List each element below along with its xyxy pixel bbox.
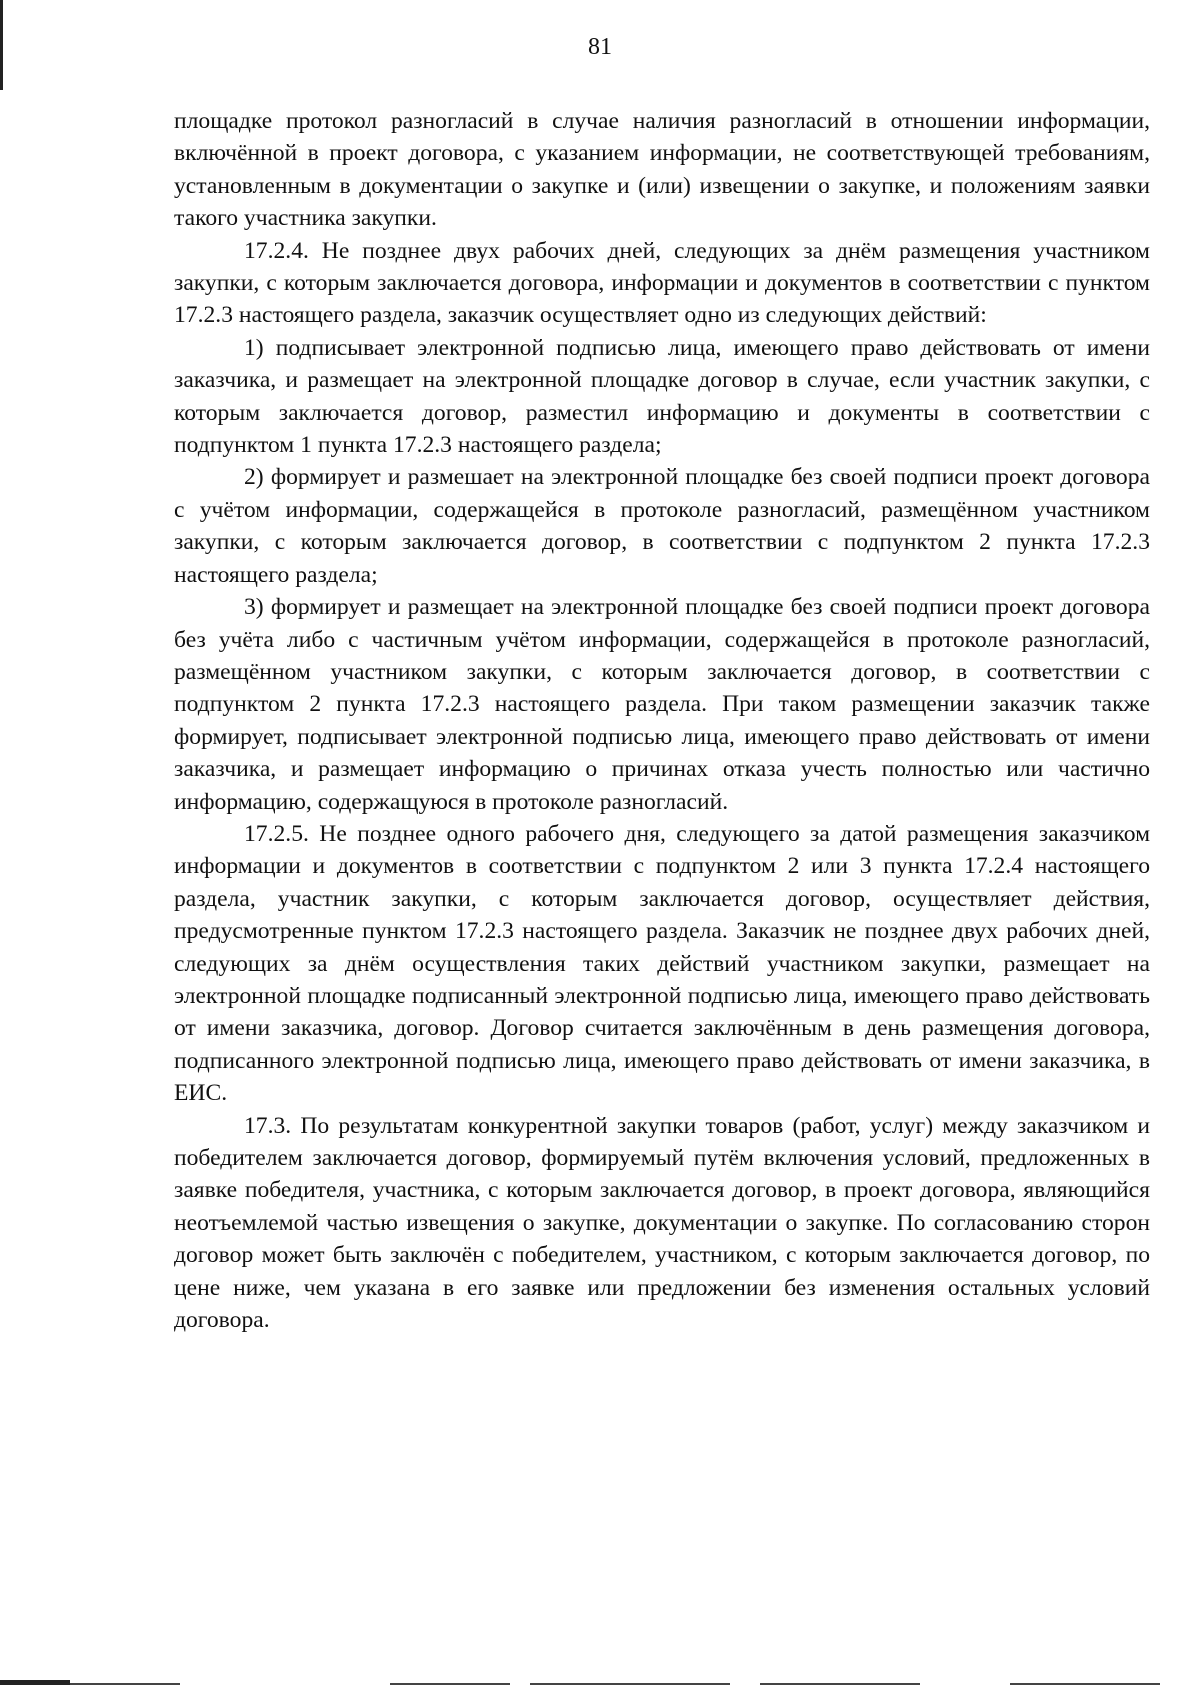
- paragraph-17-3: 17.3. По результатам конкурентной закупки товаров (работ, услуг) между заказчиком и победителем заключается договор, формируемый путём включения условий, предложенных в заявке победителя, участника, с которым заключается договор, в проект договора, являющийся неотъемлемой частью извещения о закупке, документации о закупке. По согласованию сторон договор может быть заключён с победителем, участником, с которым заключается договор, по цене ниже, чем указана в его заявке или предложении без изменения остальных условий договора.: [174, 1112, 1150, 1334]
- paragraph-17-2-5: 17.2.5. Не позднее одного рабочего дня, следующего за датой размещения заказчиком информации и документов в соответствии с подпунктом 2 или 3 пункта 17.2.4 настоящего раздела, участник закупки, с которым заключается договор, осуществляет действия, предусмотренные пунктом 17.2.3 настоящего раздела. Заказчик не позднее двух рабочих дней, следующих за днём осуществления таких действий участником закупки, размещает на электронной площадке подписанный электронной подписью лица, имеющего право действовать от имени заказчика, договор. Договор считается заключённым в день размещения договора, подписанного электронной подписью лица, имеющего право действовать от имени заказчика, в ЕИС.: [174, 820, 1150, 1107]
- document-body: [174, 105, 1150, 1336]
- scan-corner-mark: [0, 1680, 70, 1685]
- scan-line-mark: [760, 1683, 920, 1685]
- paragraph-item-1: 1) подписывает электронной подписью лица, имеющего право действовать от имени заказчика, и размещает на электронной площадке договор в случае, если участник закупки, с которым заключается договор, разместил информацию и документы в соответствии с подпунктом 1 пункта 17.2.3 настоящего раздела;: [174, 334, 1150, 459]
- paragraph-item-2: 2) формирует и размешает на электронной площадке без своей подписи проект договора с учётом информации, содержащейся в протоколе разногласий, размещённом участником закупки, с которым заключается договор, в соответствии с подпунктом 2 пункта 17.2.3 настоящего раздела;: [174, 464, 1150, 588]
- paragraph-17-2-4: 17.2.4. Не позднее двух рабочих дней, следующих за днём размещения участником закупки, с которым заключается договора, информации и документов в соответствии с пунктом 17.2.3 настоящего раздела, заказчик осуществляет одно из следующих действий:: [174, 237, 1150, 329]
- paragraph-item-3: 3) формирует и размещает на электронной площадке без своей подписи проект договора без учёта либо с частичным учётом информации, содержащейся в протоколе разногласий, размещённом участником закупки, с которым заключается договор, в соответствии с подпунктом 2 пункта 17.2.3 настоящего раздела. При таком размещении заказчик также формирует, подписывает электронной подписью лица, имеющего право действовать от имени заказчика, и размещает информацию о причинах отказа учесть полностью или частично информацию, содержащуюся в протоколе разногласий.: [174, 594, 1150, 815]
- scan-bottom-edge: [0, 1680, 1200, 1688]
- scan-line-mark: [1010, 1683, 1160, 1685]
- page-number: 81: [588, 34, 612, 60]
- paragraph-continuation: площадке протокол разногласий в случае наличия разногласий в отношении информации, включённой в проект договора, с указанием информации, не соответствующей требованиям, установленным в документации о закупке и (или) извещении о закупке, и положениям заявки такого участника закупки.: [174, 108, 1150, 232]
- scan-line-mark: [530, 1683, 730, 1685]
- scan-line-mark: [390, 1683, 510, 1685]
- scan-line-mark: [70, 1683, 180, 1685]
